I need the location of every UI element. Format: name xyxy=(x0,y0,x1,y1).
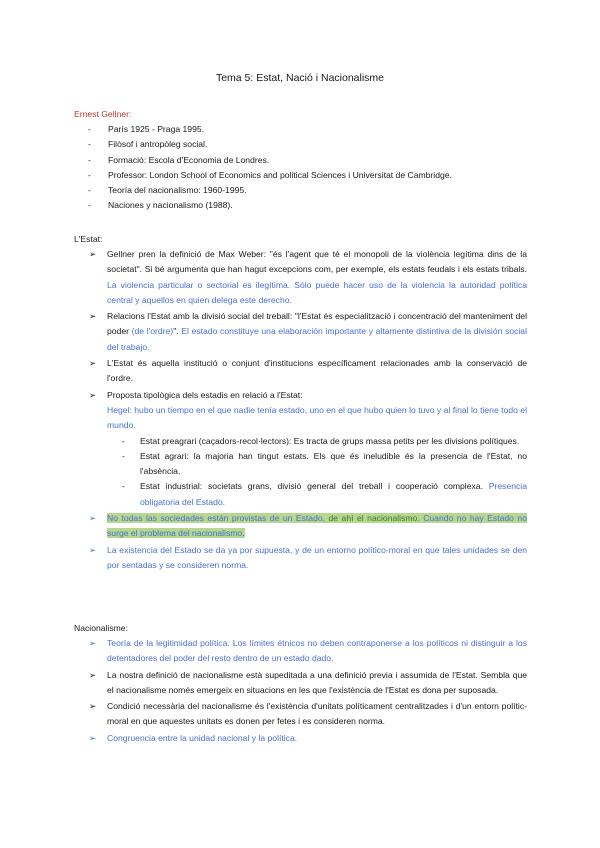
list-item: - París 1925 - Praga 1995. xyxy=(74,122,534,137)
list-item: ➢ L'Estat és aquella institució o conjunt d'institucions específicament relacionades amb la conservació de l'ordre. xyxy=(89,358,527,384)
list-item: - Estat agrari: la majoria han tingut estats. Els que és ineludible és la presencia de l'Estat, no l'absència. xyxy=(122,450,527,477)
list-item: - Teoría del nacionalismo: 1960-1995. xyxy=(74,183,534,198)
list-item: ➢ Proposta tipològica dels estadis en relació a l'Estat: Hegel: hubo un tiempo en el que nadie tenía estado, uno en el que hubo quien lo tuvo y al final lo tiene todo el mundo. - Estat preagrari (caçadors-recol·lectors): Es tracta de grups massa petits per les divisions polítiques. - Estat agrari: la majoria han tingut estats. Els que és ineludible és la presencia de l'Estat, no l'absència. - Estat industrial: societats grans, divisió general del treball i cooperació complexa. Presencia obligatoria del Estado. xyxy=(87,388,527,510)
list-item: - Estat industrial: societats grans, divisió general del treball i cooperació complexa. Presencia obligatoria del Estado. xyxy=(122,481,527,507)
arrow-bullet-icon: ➢ xyxy=(89,311,97,322)
list-item: ➢ No todas las sociedades están provistas de un Estado, de ahí el nacionalismo. Cuando no hay Estado no surge el problema del nacionalismo. xyxy=(89,513,527,539)
arrow-bullet-icon: ➢ xyxy=(89,669,97,680)
dash-bullet-icon: - xyxy=(88,139,91,150)
dash-bullet-icon: - xyxy=(122,481,125,492)
dash-bullet-icon: - xyxy=(122,450,125,461)
dash-bullet-icon: - xyxy=(88,200,91,211)
dash-bullet-icon: - xyxy=(88,169,91,180)
list-item: ➢ Teoría de la legitimidad política. Los límites étnicos no deben contraponerse a los políticos ni distinguir a los detentadores del poder del resto dentro de un estado dado. xyxy=(89,638,527,664)
arrow-bullet-icon: ➢ xyxy=(89,732,97,743)
list-item: ➢ Relacions l'Estat amb la divisió social del treball: "l'Estat és especialització i concentració del manteniment del poder (de l'ordre)". El estado constituye una elaboración importante y altamente distintiva de la división social del trabajo. xyxy=(89,311,527,352)
list-item: ➢ Congruencia entre la unidad nacional y la política. xyxy=(87,731,527,746)
dash-bullet-icon: - xyxy=(88,154,91,165)
estat-heading: L'Estat: xyxy=(74,234,103,244)
arrow-bullet-icon: ➢ xyxy=(89,513,97,524)
arrow-bullet-icon: ➢ xyxy=(89,249,97,259)
dash-bullet-icon: - xyxy=(88,124,91,134)
arrow-bullet-icon: ➢ xyxy=(89,544,97,555)
estat-typology-list xyxy=(107,434,527,510)
list-item: - Estat preagrari (caçadors-recol·lectors): Es tracta de grups massa petits per les divisions polítiques. xyxy=(107,434,527,449)
gellner-heading: Ernest Gellner: xyxy=(74,109,132,119)
list-item: ➢ La existencia del Estado se da ya por supuesta, y de un entorno político-moral en que tales unidades se den por sentadas y se consideren norma. xyxy=(89,544,527,570)
nacionalisme-list xyxy=(87,636,527,747)
list-item: ➢ Condició necessària del nacionalisme és l'existència d'unitats políticament centralitzades i d'un entorn polític-moral en que aquestes unitats es donen per fetes i es consideren norma. xyxy=(89,701,527,727)
arrow-bullet-icon: ➢ xyxy=(89,638,97,648)
estat-list xyxy=(87,247,527,574)
list-item: - Filòsof i antropòleg social. xyxy=(74,137,534,152)
list-item: ➢ La nostra definició de nacionalisme està supeditada a una definició previa i assumida de l'Estat. Sembla que el nacionalisme només emergeix en situacions en les que l'existència de l'Estat es dona per suposada. xyxy=(89,669,527,695)
arrow-bullet-icon: ➢ xyxy=(89,358,97,369)
arrow-bullet-icon: ➢ xyxy=(89,701,97,712)
nacionalisme-heading: Nacionalisme: xyxy=(74,623,128,633)
list-item: ➢ Gellner pren la definició de Max Weber: "és l'agent que té el monopoli de la violència legítima dins de la societat". Si bé argumenta que han hagut excepcions com, per exemple, els estats feudals i els estats tribals. La violencia particular o sectorial es ilegítima. Sólo puede hacer uso de la violencia la autoridad política central y aquellos en quien delega este derecho. xyxy=(89,249,527,305)
dash-bullet-icon: - xyxy=(122,435,125,446)
dash-bullet-icon: - xyxy=(88,185,91,196)
list-item: - Professor: London School of Economics and political Sciences i Universitat de Cambridge. xyxy=(74,168,534,183)
gellner-list xyxy=(74,122,534,214)
page-title: Tema 5: Estat, Nació i Nacionalisme xyxy=(215,72,385,84)
arrow-bullet-icon: ➢ xyxy=(89,389,97,400)
list-item: - Formació: Escola d'Economia de Londres. xyxy=(74,153,534,168)
list-item: - Naciones y nacionalismo (1988). xyxy=(74,198,534,213)
